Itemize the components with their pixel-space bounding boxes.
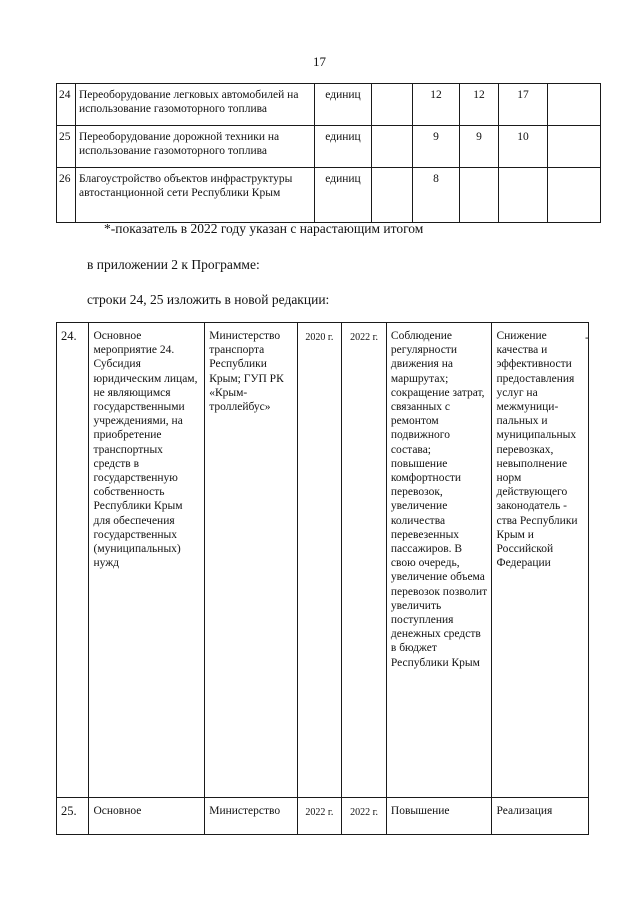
page-number: 17 [313,54,326,69]
result-cell: Соблюдение регулярности движения на маршрутах; сокращение затрат, связанных с ремонтом подвижного состава; повышение комфортности перевозок, увеличение количества перевезенных пассажиров. В свою очередь, увеличение объема перевозок позволит увеличить поступления денежных средств в бюджет Республики Крым [386,323,492,798]
consequence-cell: Снижение качества и эффективности предоставления услуг на межмуници-пальных и муниципальных перевозках, невыполнение норм действующего законодатель - ства Республики Крым и Российской Федерации [492,323,589,798]
measures-table [56,322,589,835]
table-row [57,84,601,126]
value-cell [548,126,601,168]
value-cell: 12 [413,84,460,126]
row-number: 25. [57,798,89,835]
end-year-cell: 2022 г. [342,323,387,798]
start-year-cell: 2022 г. [297,798,342,835]
value-cell [372,126,413,168]
value-cell: 17 [499,84,548,126]
unit-cell: единиц [315,126,372,168]
appendix-line: в приложении 2 к Программе: [87,257,260,272]
value-cell: 10 [499,126,548,168]
table-row [57,126,601,168]
value-cell: 9 [460,126,499,168]
value-cell [499,168,548,223]
event-cell: Основное [89,798,205,835]
unit-cell: единиц [315,168,372,223]
start-year-cell: 2020 г. [297,323,342,798]
indicators-table [56,83,601,223]
table-row [57,323,589,798]
executor-cell: Министерство [205,798,297,835]
value-cell [372,168,413,223]
event-cell: Основное мероприятие 24. Субсидия юридическим лицам, не являющимся государственными учреждениями, на приобретение транспортных средств в государственную собственность Республики Крым для обеспечения государственных (муниципальных) нужд [89,323,205,798]
value-cell [460,168,499,223]
row-number: 25 [57,126,76,168]
indicator-name: Переоборудование дорожной техники на использование газомоторного топлива [76,126,315,168]
result-cell: Повышение [386,798,492,835]
indicator-name: Благоустройство объектов инфраструктуры автостанционной сети Республики Крым [76,168,315,223]
executor-cell: Министерство транспорта Республики Крым; ГУП РК «Крым-троллейбус» [205,323,297,798]
row-number: 24. [57,323,89,798]
row-number: 26 [57,168,76,223]
value-cell: 12 [460,84,499,126]
value-cell: 9 [413,126,460,168]
end-year-cell: 2022 г. [342,798,387,835]
value-cell: 8 [413,168,460,223]
table-row [57,798,589,835]
table-row [57,168,601,223]
value-cell [548,168,601,223]
indicator-name: Переоборудование легковых автомобилей на использование газомоторного топлива [76,84,315,126]
consequence-cell: Реализация [492,798,589,835]
dash-mark: - [585,330,589,344]
unit-cell: единиц [315,84,372,126]
value-cell [372,84,413,126]
instruction-line: строки 24, 25 изложить в новой редакции: [87,292,330,307]
footnote: *-показатель в 2022 году указан с нарастающим итогом [104,221,424,236]
value-cell [548,84,601,126]
row-number: 24 [57,84,76,126]
